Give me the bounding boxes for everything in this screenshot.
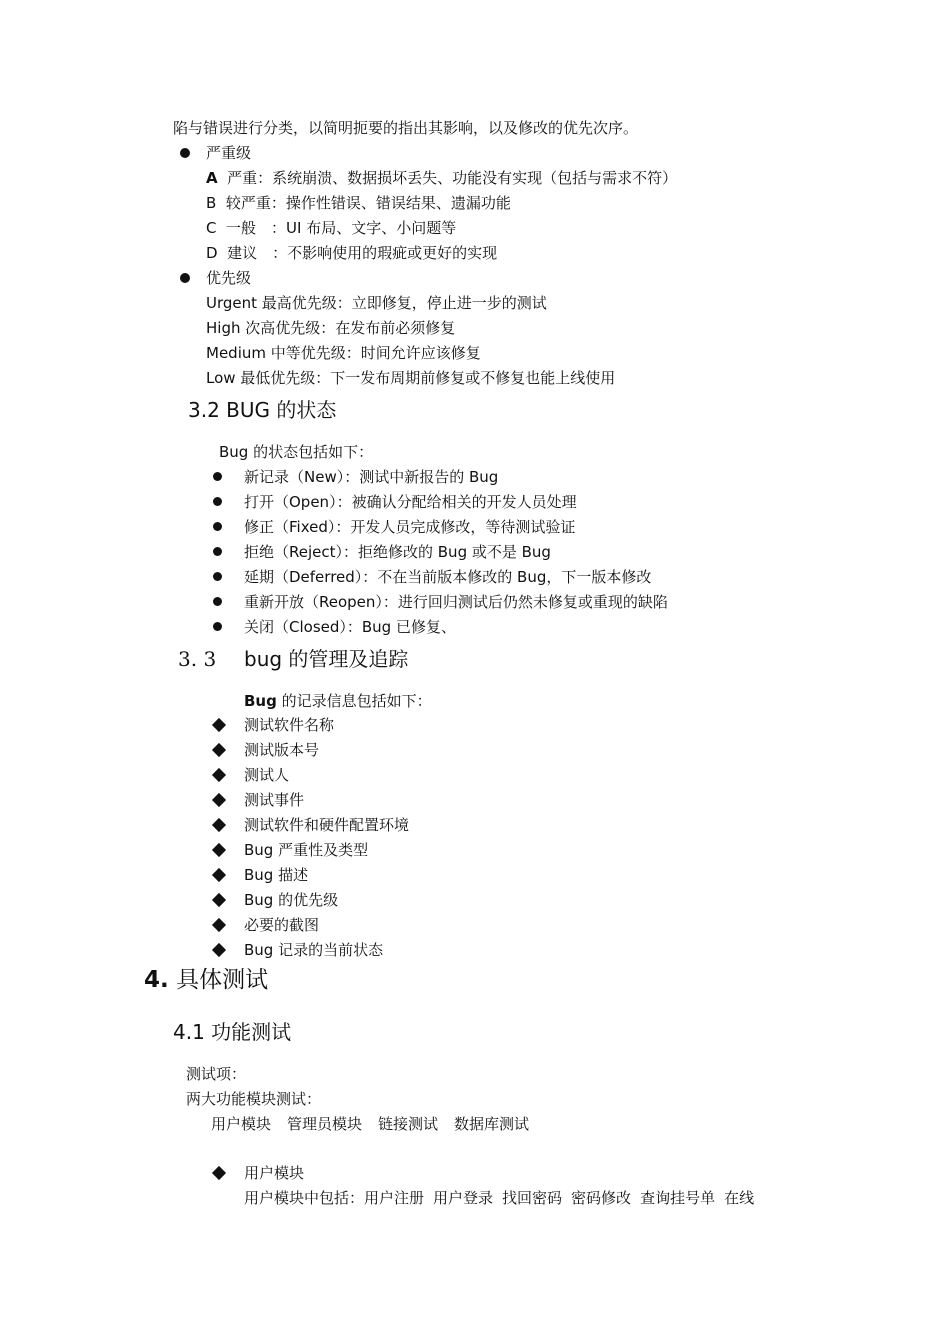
chapter-number: 4.: [144, 967, 169, 993]
priority-item: Urgent 最高优先级：立即修复，停止进一步的测试: [206, 294, 547, 312]
record-item: Bug 严重性及类型: [244, 841, 369, 859]
record-item: 测试软件和硬件配置环境: [244, 816, 410, 834]
status-item: 拒绝（Reject）：拒绝修改的 Bug 或不是 Bug: [244, 543, 551, 561]
section-number-3-3: 3. 3: [178, 647, 217, 671]
severity-item: [206, 218, 456, 238]
severity-item: [206, 193, 511, 213]
severity-text: 建议 ：不影响使用的瑕疵或更好的实现: [227, 244, 498, 262]
severity-text: 较严重：操作性错误、错误结果、遗漏功能: [225, 194, 511, 212]
record-item: Bug 记录的当前状态: [244, 941, 384, 959]
test-items-label: 测试项：: [186, 1065, 247, 1083]
severity-title: 严重级: [206, 144, 252, 162]
diamond-bullet-icon: [212, 743, 226, 757]
severity-code: B: [206, 194, 217, 212]
diamond-bullet-icon: [212, 718, 226, 732]
modules-list: [211, 1114, 529, 1134]
intro-bold: Bug: [244, 692, 277, 710]
record-item: 测试版本号: [244, 741, 320, 759]
bullet-dot-icon: [213, 547, 222, 556]
section-intro: [244, 691, 432, 711]
module-name: 用户模块: [211, 1115, 272, 1133]
bullet-dot-icon: [213, 472, 222, 481]
severity-code: C: [206, 219, 217, 237]
section-heading-3-3: bug 的管理及追踪: [244, 647, 409, 671]
record-item: 测试人: [244, 766, 290, 784]
status-item: 重新开放（Reopen）：进行回归测试后仍然未修复或重现的缺陷: [244, 593, 668, 611]
severity-code: A: [206, 169, 218, 187]
priority-item: High 次高优先级：在发布前必须修复: [206, 319, 456, 337]
diamond-bullet-icon: [212, 843, 226, 857]
feature-name: 密码修改: [571, 1189, 632, 1207]
diamond-bullet-icon: [212, 1166, 226, 1180]
diamond-bullet-icon: [212, 818, 226, 832]
priority-item: Medium 中等优先级：时间允许应该修复: [206, 344, 481, 362]
diamond-bullet-icon: [212, 893, 226, 907]
priority-item: Low 最低优先级：下一发布周期前修复或不修复也能上线使用: [206, 369, 616, 387]
bullet-dot-icon: [180, 273, 190, 283]
record-item: 测试软件名称: [244, 716, 335, 734]
feature-name: 用户登录: [433, 1189, 494, 1207]
bullet-dot-icon: [213, 597, 222, 606]
status-item: 打开（Open）：被确认分配给相关的开发人员处理: [244, 493, 577, 511]
severity-text: 一般 ：UI 布局、文字、小问题等: [226, 219, 457, 237]
section-intro: Bug 的状态包括如下：: [219, 443, 374, 461]
record-item: Bug 描述: [244, 866, 309, 884]
record-item: Bug 的优先级: [244, 891, 339, 909]
bullet-dot-icon: [213, 572, 222, 581]
priority-title: 优先级: [206, 269, 252, 287]
diamond-bullet-icon: [212, 943, 226, 957]
module-name: 数据库测试: [454, 1115, 530, 1133]
bullet-dot-icon: [213, 622, 222, 631]
diamond-bullet-icon: [212, 793, 226, 807]
chapter-heading-4: [144, 965, 268, 995]
section-heading-4-1: 4.1 功能测试: [173, 1020, 292, 1044]
feature-name: 找回密码: [502, 1189, 563, 1207]
feature-name: 在线: [724, 1189, 755, 1207]
chapter-title: 具体测试: [176, 967, 269, 993]
status-item: 新记录（New）：测试中新报告的 Bug: [244, 468, 499, 486]
user-module-detail: [244, 1188, 754, 1208]
feature-name: 查询挂号单: [640, 1189, 716, 1207]
bullet-dot-icon: [180, 148, 190, 158]
status-item: 修正（Fixed）：开发人员完成修改，等待测试验证: [244, 518, 576, 536]
severity-item: [206, 243, 497, 263]
module-name: 管理员模块: [287, 1115, 363, 1133]
feature-name: 用户模块中包括：用户注册: [244, 1189, 425, 1207]
intro-text: 陷与错误进行分类，以简明扼要的指出其影响，以及修改的优先次序。: [173, 119, 639, 137]
status-item: 关闭（Closed）：Bug 已修复、: [244, 618, 456, 636]
bullet-dot-icon: [213, 522, 222, 531]
diamond-bullet-icon: [212, 918, 226, 932]
diamond-bullet-icon: [212, 868, 226, 882]
bullet-dot-icon: [213, 497, 222, 506]
severity-text: 严重：系统崩溃、数据损坏丢失、功能没有实现（包括与需求不符）: [227, 169, 678, 187]
module-name: 链接测试: [378, 1115, 439, 1133]
section-heading-3-2: 3.2 BUG 的状态: [188, 398, 337, 422]
status-item: 延期（Deferred）：不在当前版本修改的 Bug，下一版本修改: [244, 568, 652, 586]
intro-rest: 的记录信息包括如下：: [276, 692, 432, 710]
diamond-bullet-icon: [212, 768, 226, 782]
record-item: 必要的截图: [244, 916, 320, 934]
severity-item: [206, 168, 677, 188]
severity-code: D: [206, 244, 218, 262]
modules-label: 两大功能模块测试：: [186, 1090, 322, 1108]
user-module-title: 用户模块: [244, 1164, 305, 1182]
record-item: 测试事件: [244, 791, 305, 809]
